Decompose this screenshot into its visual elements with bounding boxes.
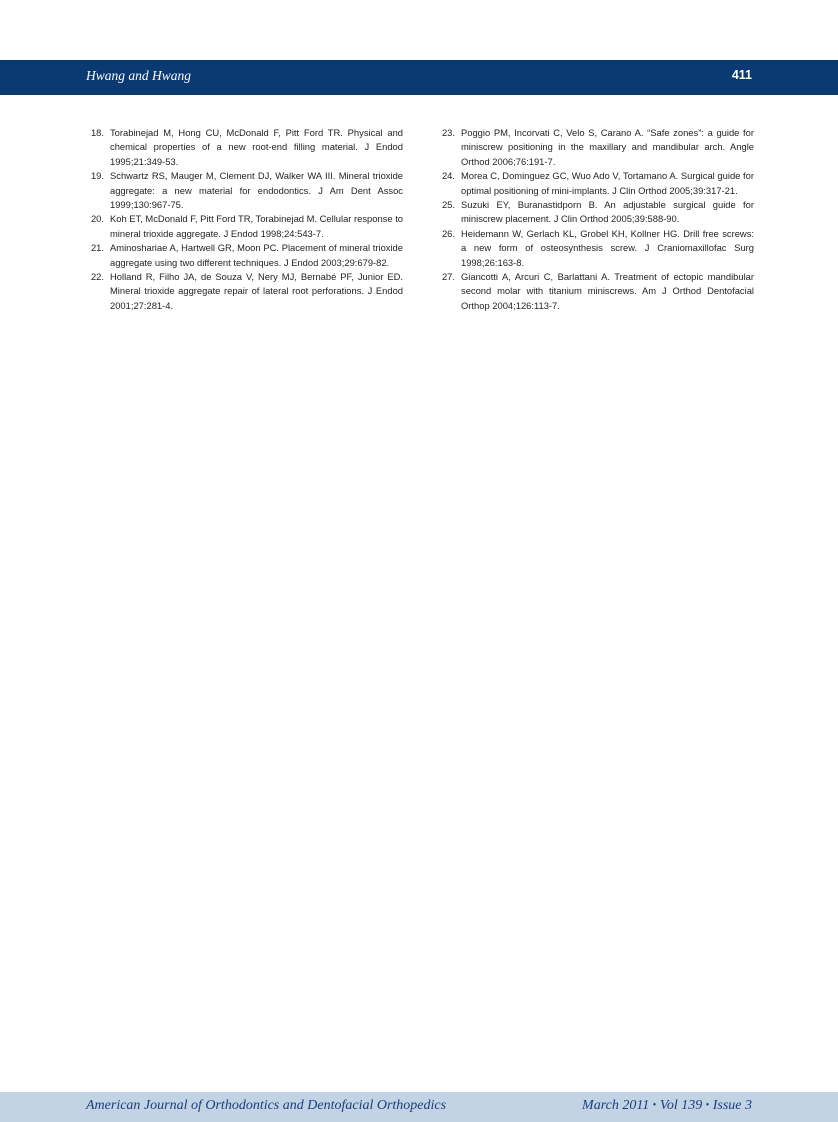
running-header <box>0 60 838 95</box>
bullet-separator: • <box>652 1100 657 1111</box>
reference-item <box>434 227 754 270</box>
bullet-separator: • <box>705 1100 710 1111</box>
references-right-column <box>434 126 754 313</box>
footer-volume: Vol 139 <box>659 1098 703 1113</box>
running-footer <box>0 1092 838 1122</box>
reference-item <box>83 212 403 241</box>
reference-text: Aminoshariae A, Hartwell GR, Moon PC. Placement of mineral trioxide aggregate using two different techniques. J Endod 2003;29:679-82. <box>110 242 403 268</box>
footer-issue-info <box>582 1098 752 1114</box>
running-header-authors: Hwang and Hwang <box>86 68 192 83</box>
references-left-column <box>83 126 403 313</box>
reference-number: 24. <box>441 170 455 182</box>
reference-number: 19. <box>90 170 104 182</box>
reference-number: 26. <box>441 227 455 239</box>
reference-number: 20. <box>90 213 104 225</box>
reference-text: Morea C, Dominguez GC, Wuo Ado V, Tortamano A. Surgical guide for optimal positioning of mini-implants. J Clin Orthod 2005;39:317-21. <box>461 170 754 196</box>
footer-journal-title: American Journal of Orthodontics and Dentofacial Orthopedics <box>86 1098 447 1113</box>
reference-text: Giancotti A, Arcuri C, Barlattani A. Treatment of ectopic mandibular second molar with titanium miniscrews. Am J Orthod Dentofacial Orthop 2004;126:113-7. <box>461 271 754 311</box>
reference-text: Poggio PM, Incorvati C, Velo S, Carano A. “Safe zones”: a guide for miniscrew positioning in the maxillary and mandibular arch. Angle Orthod 2006;76:191-7. <box>461 127 754 167</box>
reference-number: 22. <box>90 271 104 283</box>
page-number: 411 <box>731 68 752 82</box>
reference-item <box>83 241 403 270</box>
reference-item <box>434 198 754 227</box>
reference-number: 21. <box>90 242 104 254</box>
footer-issue: Issue 3 <box>712 1098 752 1113</box>
footer-month: March 2011 <box>582 1098 650 1113</box>
reference-text: Koh ET, McDonald F, Pitt Ford TR, Torabinejad M. Cellular response to mineral trioxide aggregate. J Endod 1998;24:543-7. <box>110 213 404 239</box>
reference-item <box>434 126 754 169</box>
reference-number: 18. <box>90 127 104 138</box>
reference-number: 23. <box>441 127 455 138</box>
reference-item <box>434 169 754 198</box>
reference-item <box>83 270 403 313</box>
reference-item <box>83 169 403 212</box>
reference-number: 25. <box>441 199 455 211</box>
reference-number: 27. <box>441 271 455 283</box>
reference-text: Suzuki EY, Buranastidporn B. An adjustable surgical guide for miniscrew placement. J Clin Orthod 2005;39:588-90. <box>461 199 754 225</box>
reference-item <box>83 126 403 169</box>
reference-item <box>434 270 754 313</box>
reference-text: Heidemann W, Gerlach KL, Grobel KH, Kollner HG. Drill free screws: a new form of osteosynthesis screw. J Craniomaxillofac Surg 1998;26:163-8. <box>461 227 754 268</box>
reference-text: Schwartz RS, Mauger M, Clement DJ, Walker WA III. Mineral trioxide aggregate: a new material for endodontics. J Am Dent Assoc 1999;130:967-75. <box>110 170 403 211</box>
reference-text: Holland R, Filho JA, de Souza V, Nery MJ, Bernabé PF, Junior ED. Mineral trioxide aggregate repair of lateral root perforations. J Endod 2001;27:281-4. <box>110 271 403 311</box>
reference-text: Torabinejad M, Hong CU, McDonald F, Pitt Ford TR. Physical and chemical properties of a new root-end filling material. J Endod 1995;21:349-53. <box>110 127 403 167</box>
